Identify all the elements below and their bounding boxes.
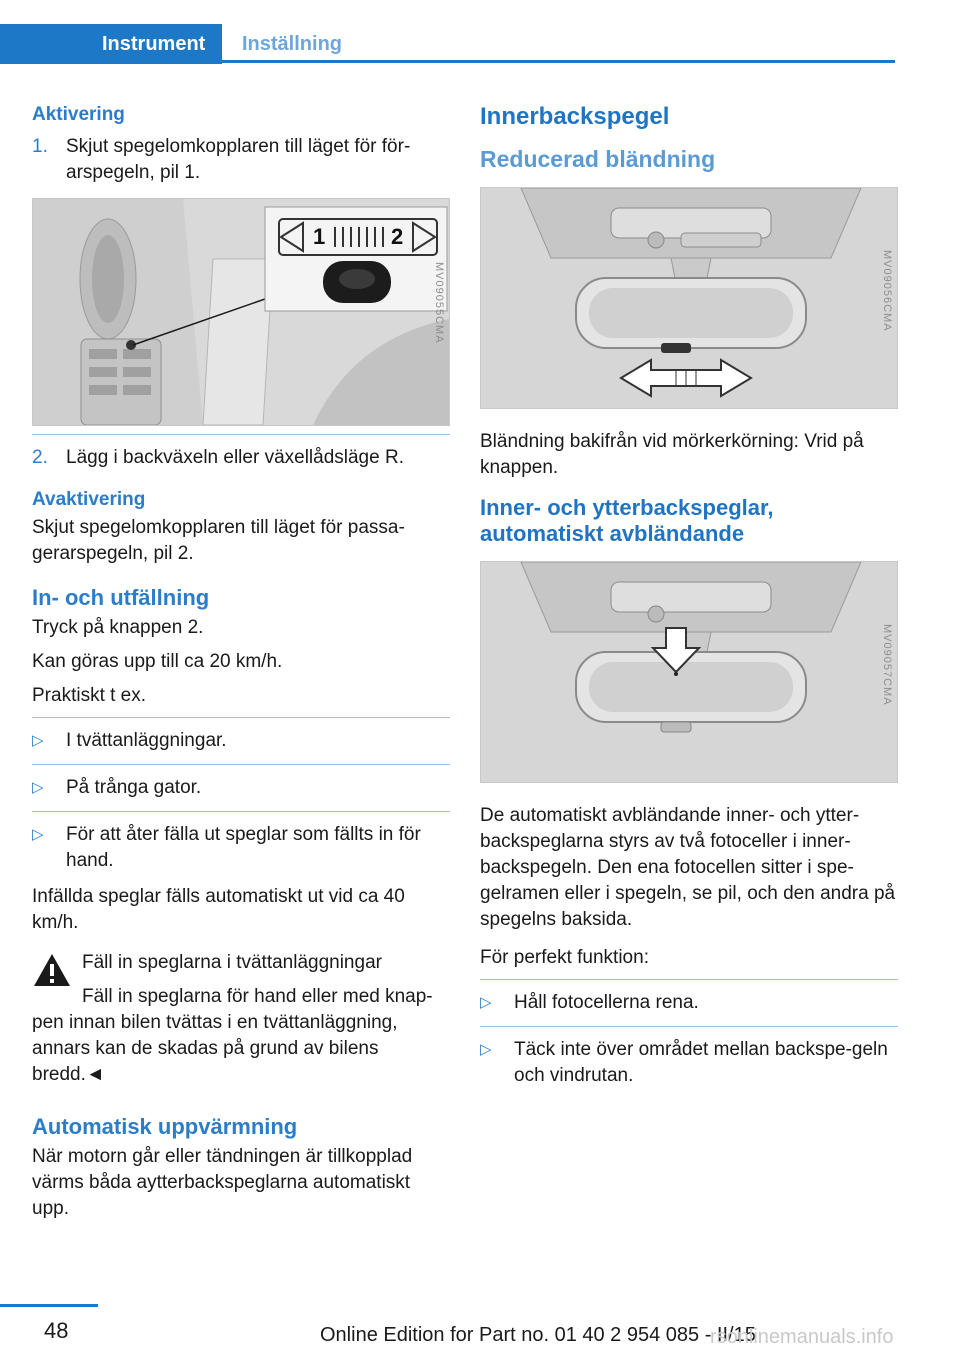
right-column bbox=[480, 96, 898, 1099]
triangle-bullet-icon: ▷ bbox=[32, 779, 44, 796]
figure-code: MV09057CMA bbox=[881, 623, 893, 706]
step-2 bbox=[32, 445, 450, 471]
infallning-p3: Praktiskt t ex. bbox=[32, 685, 147, 706]
divider bbox=[32, 717, 450, 718]
door-panel-illustration bbox=[33, 199, 449, 425]
figure-code: MV09055CMA bbox=[433, 262, 445, 344]
bullet-text: För att åter fälla ut speglar som fällts in för hand. bbox=[66, 824, 421, 871]
divider bbox=[480, 979, 898, 980]
triangle-bullet-icon: ▷ bbox=[32, 826, 44, 843]
left-column bbox=[32, 96, 450, 1234]
tab-installning[interactable]: Inställning bbox=[242, 33, 342, 55]
arrow-label-2: 2 bbox=[391, 224, 404, 249]
photocell-mirror-illustration bbox=[481, 562, 897, 782]
infallning-p2: Kan göras upp till ca 20 km/h. bbox=[32, 651, 283, 672]
auto-dimming-figure bbox=[480, 561, 898, 783]
arrow-label-1: 1 bbox=[313, 224, 326, 249]
automatiskt-text: De automatiskt avbländande inner- och ytter-backspeglarna styrs av två fotoceller i inner-backspegeln. Den ena fotocellen sitter i spe-gelramen eller i spegeln, se pil, och den andra på spegelns baksida. bbox=[480, 805, 896, 930]
step-1-text: Skjut spegelomkopplaren till läget för för-arspegeln, pil 1. bbox=[66, 136, 411, 183]
reducerad-text: Bländning bakifrån vid mörkerkörning: Vrid på knappen. bbox=[480, 431, 864, 478]
warning-triangle-icon bbox=[32, 952, 72, 993]
step-2-number: 2. bbox=[32, 447, 48, 468]
bullet-text: På trånga gator. bbox=[66, 777, 202, 798]
footer-rule bbox=[0, 1304, 98, 1307]
triangle-bullet-icon: ▷ bbox=[480, 994, 492, 1011]
header-rule bbox=[0, 60, 895, 63]
list-item bbox=[480, 990, 898, 1016]
bullet-text: Håll fotocellerna rena. bbox=[514, 992, 699, 1013]
divider bbox=[32, 811, 450, 812]
uppvarmning-heading: Automatisk uppvärmning bbox=[32, 1114, 298, 1139]
page-number: 48 bbox=[44, 1318, 69, 1343]
divider bbox=[32, 764, 450, 765]
innerbackspegel-heading: Innerbackspegel bbox=[480, 103, 670, 130]
triangle-bullet-icon: ▷ bbox=[32, 732, 44, 749]
step-2-text: Lägg i backväxeln eller växellådsläge R. bbox=[66, 447, 404, 468]
triangle-bullet-icon: ▷ bbox=[480, 1041, 492, 1058]
tab-instrument[interactable]: Instrument bbox=[0, 24, 222, 64]
header-tabs bbox=[0, 0, 960, 64]
bullet-text: I tvättanläggningar. bbox=[66, 730, 227, 751]
list-item bbox=[480, 1037, 898, 1089]
step-1 bbox=[32, 134, 450, 186]
automatiskt-heading: Inner- och ytterbackspeglar, automatiskt avbländande bbox=[480, 495, 774, 546]
divider bbox=[32, 434, 450, 435]
list-item bbox=[32, 775, 450, 801]
infallning-p4: Infällda speglar fälls automatiskt ut vid ca 40 km/h. bbox=[32, 886, 405, 933]
infallning-heading: In- och utfällning bbox=[32, 585, 210, 610]
aktivering-heading: Aktivering bbox=[32, 104, 125, 125]
list-item bbox=[32, 728, 450, 754]
warning-title: Fäll in speglarna i tvättanläggningar bbox=[82, 952, 382, 973]
footer-edition: Online Edition for Part no. 01 40 2 954 085 - II/15 bbox=[320, 1324, 756, 1346]
perfekt-text: För perfekt funktion: bbox=[480, 947, 649, 968]
step-1-number: 1. bbox=[32, 136, 48, 157]
avaktivering-text: Skjut spegelomkopplaren till läget för passa-gerarspegeln, pil 2. bbox=[32, 517, 405, 564]
reducerad-heading: Reducerad bländning bbox=[480, 146, 716, 172]
divider bbox=[480, 1026, 898, 1027]
footer-watermark: rsonlinemanuals.info bbox=[710, 1326, 894, 1348]
mirror-dimming-figure bbox=[480, 187, 898, 409]
rearview-mirror-illustration bbox=[481, 188, 897, 408]
uppvarmning-text: När motorn går eller tändningen är tillkopplad värms båda aytterbackspeglarna automatiskt upp. bbox=[32, 1146, 413, 1219]
figure-code: MV09056CMA bbox=[881, 249, 893, 332]
infallning-p1: Tryck på knappen 2. bbox=[32, 617, 204, 638]
list-item bbox=[32, 822, 450, 874]
bullet-text: Täck inte över området mellan backspe-geln och vindrutan. bbox=[514, 1039, 888, 1086]
warning-body: Fäll in speglarna för hand eller med knap-pen innan bilen tvättas i en tvättanläggning, annars kan de skadas på grund av bilens bredd.◄ bbox=[32, 986, 433, 1085]
mirror-switch-figure bbox=[32, 198, 450, 426]
avaktivering-heading: Avaktivering bbox=[32, 489, 146, 510]
warning-box bbox=[32, 950, 450, 1088]
